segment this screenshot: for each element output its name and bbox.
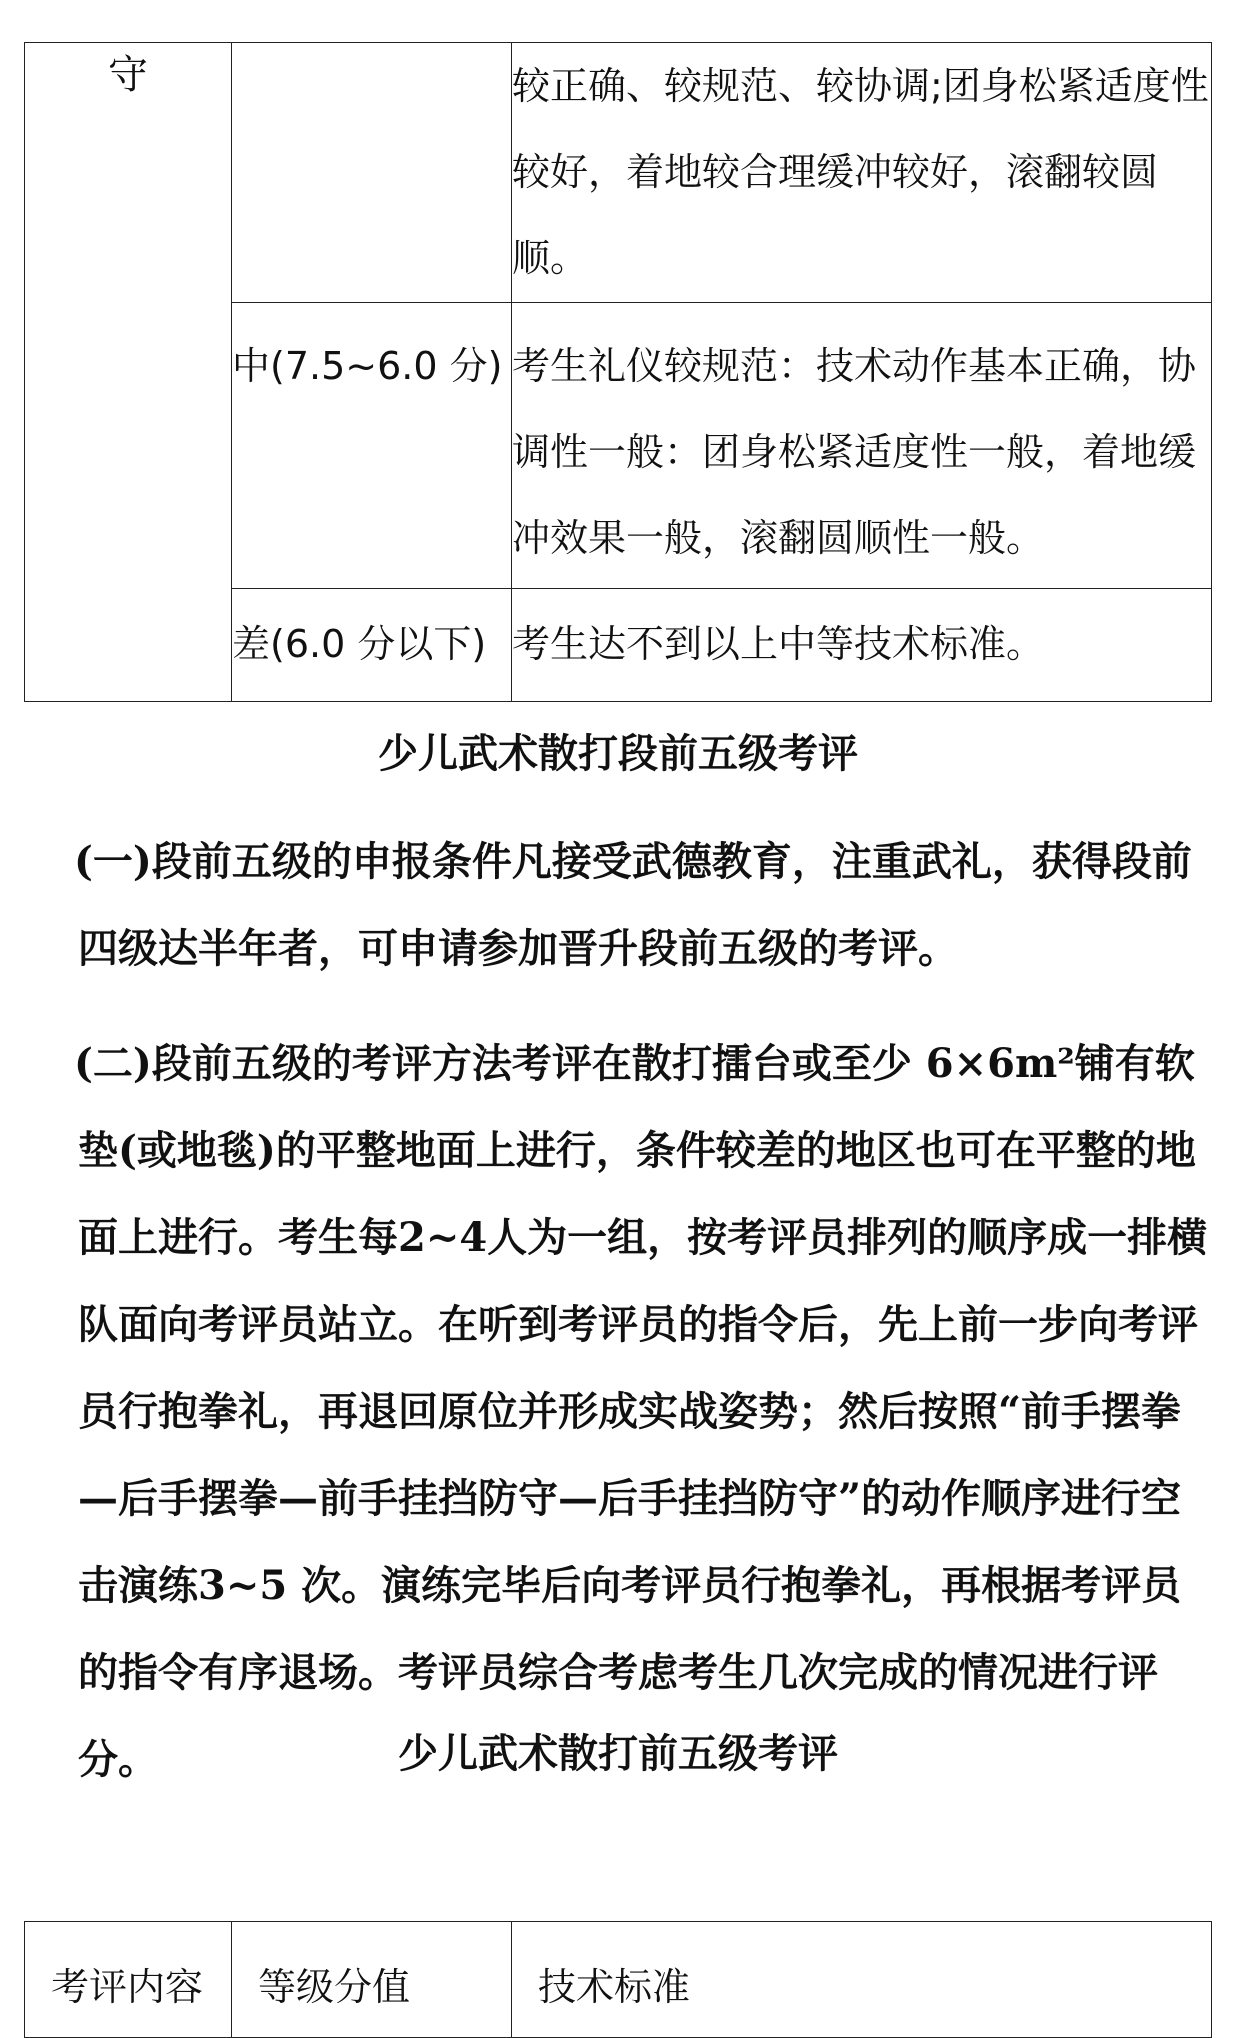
section-title-2: 少儿武术散打前五级考评 xyxy=(398,1730,838,1777)
header-content: 考评内容 xyxy=(51,1965,204,2009)
top-scoring-table xyxy=(24,42,1212,702)
standard-cell: 考生达不到以上中等技术标准。 xyxy=(512,589,1212,702)
header-standard: 技术标准 xyxy=(538,1965,691,2009)
category-cell: 守 xyxy=(25,43,232,702)
paragraph-application-conditions: (一)段前五级的申报条件凡接受武德教育，注重武礼，获得段前四级达半年者，可申请参加晋升段前五级的考评。 xyxy=(74,838,1192,972)
grade-cell: 中(7.5~6.0 分) xyxy=(232,303,512,589)
table-row xyxy=(25,43,1212,303)
header-cell xyxy=(512,1922,1212,2038)
standard-cell: 考生礼仪较规范：技术动作基本正确，协调性一般：团身松紧适度性一般，着地缓冲效果一般，滚翻圆顺性一般。 xyxy=(512,303,1212,589)
standard-cell: 较正确、较规范、较协调;团身松紧适度性较好，着地较合理缓冲较好，滚翻较圆顺。 xyxy=(512,43,1212,303)
header-cell xyxy=(25,1922,232,2038)
grade-cell: 差(6.0 分以下) xyxy=(232,589,512,702)
table-header-row xyxy=(25,1922,1212,2038)
bottom-scoring-table xyxy=(24,1921,1212,2038)
header-grade: 等级分值 xyxy=(258,1965,411,2009)
section-title: 少儿武术散打段前五级考评 xyxy=(378,730,858,777)
grade-cell xyxy=(232,43,512,303)
header-cell xyxy=(232,1922,512,2038)
paragraph-evaluation-method: (二)段前五级的考评方法考评在散打擂台或至少 6×6m²铺有软垫(或地毯)的平整地面上进行，条件较差的地区也可在平整的地面上进行。考生每2~4人为一组，按考评员排列的顺序成一排横队面向考评员站立。在听到考评员的指令后，先上前一步向考评员行抱拳礼，再退回原位并形成实战姿势；然后按照“前手摆拳—后手摆拳—前手挂挡防守—后手挂挡防守”的动作顺序进行空击演练3~5 次。演练完毕后向考评员行抱拳礼，再根据考评员的指令有序退场。考评员综合考虑考生几次完成的情况进行评分。 xyxy=(74,1040,1208,1783)
